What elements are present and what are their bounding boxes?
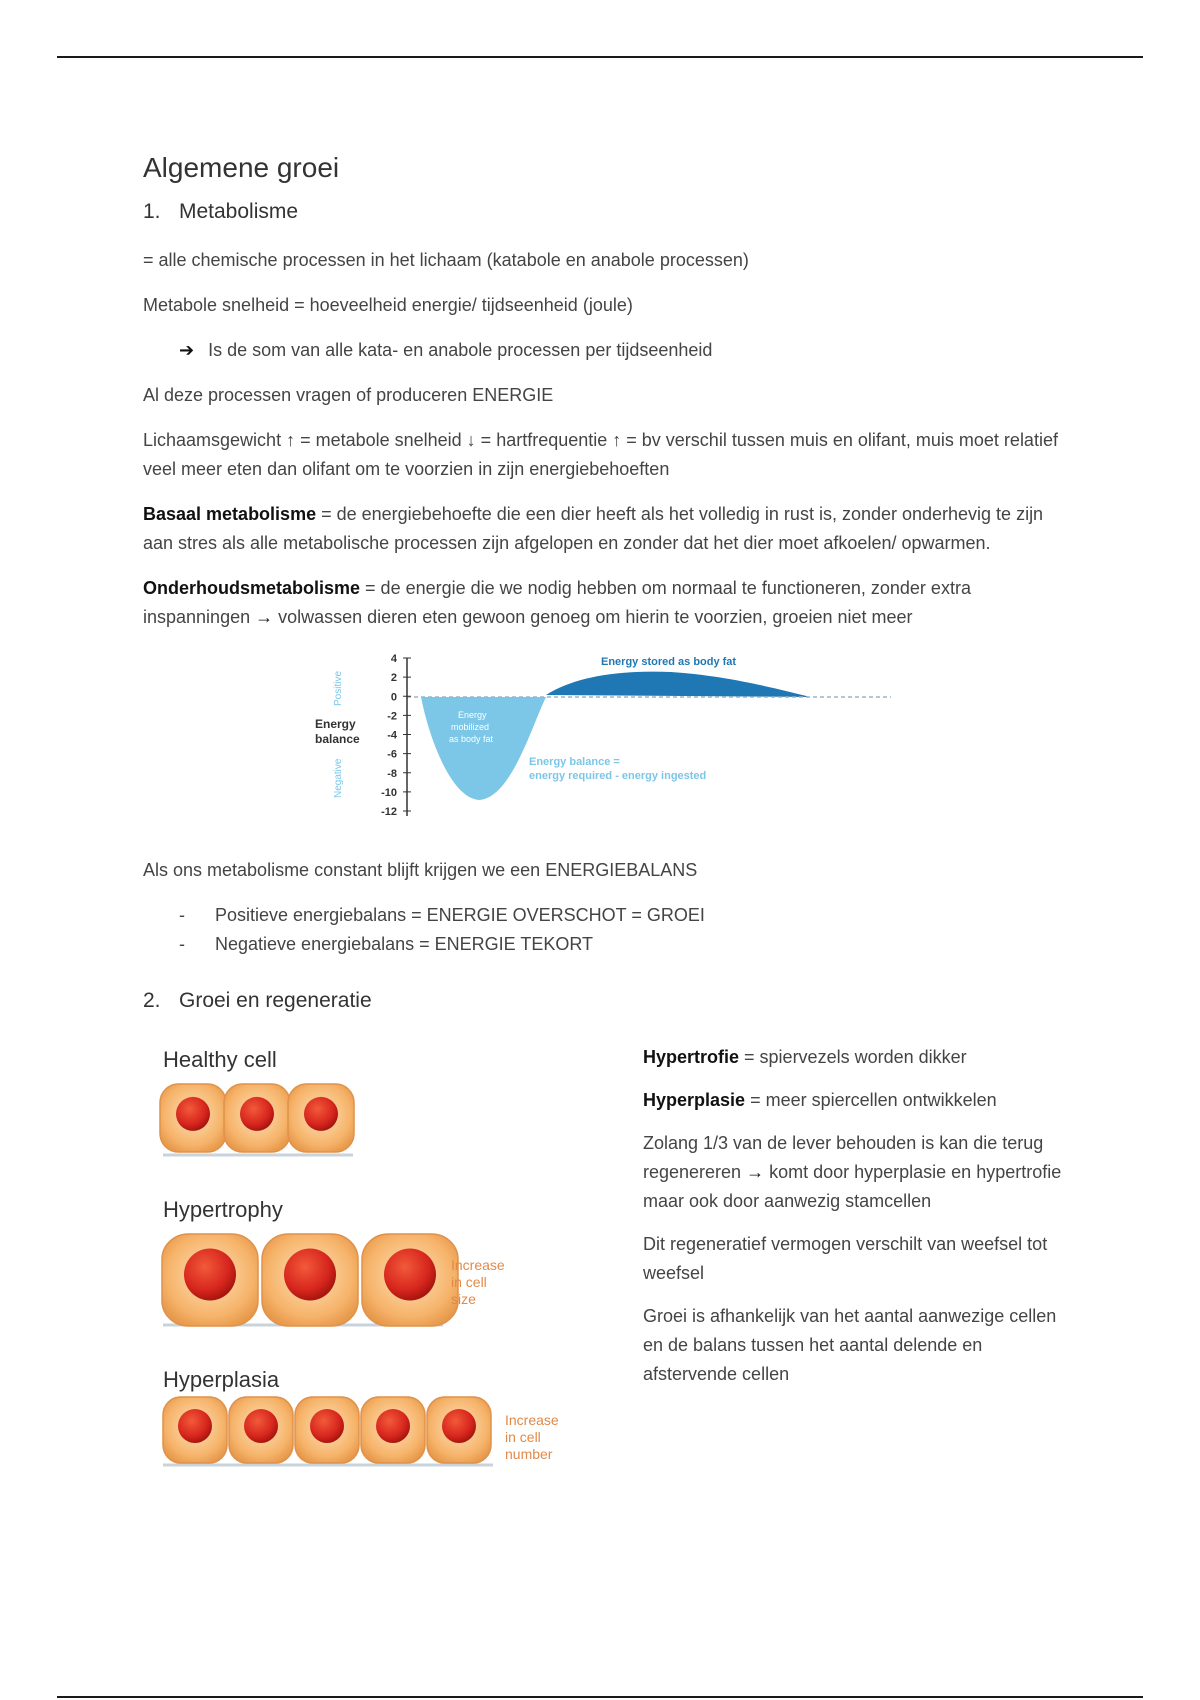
- maintenance-term: Onderhoudsmetabolisme: [143, 578, 361, 598]
- ylabel-negative: Negative: [333, 758, 344, 798]
- energy-balance-chart-container: [143, 648, 1063, 838]
- note-number-2: in cell: [505, 1429, 541, 1445]
- basal-term: Basaal metabolisme: [143, 504, 317, 524]
- basal-text: = de energiebehoefte die een dier heeft als het volledig in rust is, zonder onderhevig te zijn aan stres als alle metabolische processen zijn afgelopen en zonder dat het dier moet afkoelen/ opwarmen.: [143, 504, 1044, 553]
- cell-growth-figure: [143, 1035, 623, 1495]
- hyperplasie-term: Hyperplasie: [643, 1090, 746, 1110]
- liver-text-2: komt door hyperplasie en hypertrofie maar ook door aanwezig stamcellen: [643, 1162, 1062, 1211]
- maintenance-arrow-icon: →: [255, 607, 274, 627]
- definition-paragraph: = alle chemische processen in het lichaam (katabole en anabole processen): [143, 250, 749, 270]
- liver-text-1: Zolang 1/3 van de lever behouden is kan die terug regenereren: [643, 1133, 1044, 1182]
- arrow-icon: ➔: [179, 340, 195, 360]
- annotation-stored: Energy stored as body fat: [601, 656, 737, 668]
- balance-list: [143, 901, 1063, 959]
- note-size-2: in cell: [451, 1274, 487, 1290]
- growth-text-column: [643, 1043, 1073, 1403]
- hypertrofie-text: = spiervezels worden dikker: [739, 1047, 967, 1067]
- cell-nucleus: [384, 1248, 436, 1300]
- list-item: - Positieve energiebalans = ENERGIE OVERSCHOT = GROEI: [143, 901, 1063, 930]
- cell-nucleus: [244, 1409, 278, 1443]
- weight-paragraph: Lichaamsgewicht ↑ = metabole snelheid ↓ = hartfrequentie ↑ = bv verschil tussen muis en olifant, muis moet relatief veel meer eten dan olifant om te voorzien in zijn energiebehoeften: [143, 430, 1058, 479]
- cell-nucleus: [240, 1097, 274, 1131]
- hypertrofie-term: Hypertrofie: [643, 1047, 740, 1067]
- cell-nucleus: [178, 1409, 212, 1443]
- regeneration-paragraph: Dit regeneratief vermogen verschilt van weefsel tot weefsel: [643, 1234, 1048, 1283]
- cell-nucleus: [376, 1409, 410, 1443]
- growth-paragraph: Groei is afhankelijk van het aantal aanwezige cellen en de balans tussen het aantal delende en afstervende cellen: [643, 1306, 1057, 1384]
- hypertrophy-cells-row: [162, 1234, 458, 1326]
- y-tick-label: -2: [387, 710, 397, 723]
- speed-paragraph: Metabole snelheid = hoeveelheid energie/ tijdseenheid (joule): [143, 295, 633, 315]
- annotation-mobilized-1: Energy: [458, 710, 487, 720]
- y-tick-label: 0: [390, 691, 397, 704]
- maintenance-paragraph: [143, 574, 1063, 632]
- cell-nucleus: [176, 1097, 210, 1131]
- page-title: Algemene groei: [143, 152, 340, 183]
- ylabel-line-1: Energy: [315, 717, 356, 731]
- list-item: - Negatieve energiebalans = ENERGIE TEKORT: [143, 930, 1063, 959]
- y-tick-label: -10: [381, 786, 397, 799]
- section-1-heading: [143, 200, 1063, 224]
- energy-paragraph: Al deze processen vragen of produceren ENERGIE: [143, 385, 554, 405]
- annotation-balance-2: energy required - energy ingested: [529, 770, 707, 782]
- balance-paragraph: Als ons metabolisme constant blijft krijgen we een ENERGIEBALANS: [143, 860, 698, 880]
- section-2-number: 2.: [143, 989, 161, 1012]
- ylabel-line-2: balance: [315, 732, 360, 746]
- section-1-title: Metabolisme: [179, 200, 299, 223]
- hyperplasie-paragraph: [643, 1086, 1073, 1115]
- label-healthy: Healthy cell: [163, 1047, 277, 1072]
- arrow-text: Is de som van alle kata- en anabole processen per tijdseenheid: [208, 340, 713, 360]
- annotation-mobilized-3: as body fat: [449, 734, 494, 744]
- section-2-title: Groei en regeneratie: [179, 989, 372, 1012]
- note-size-1: Increase: [451, 1257, 505, 1273]
- liver-arrow-icon: →: [746, 1162, 765, 1182]
- liver-paragraph: [643, 1129, 1073, 1216]
- healthy-cells-row: [160, 1084, 354, 1155]
- y-tick-label: 4: [390, 653, 397, 665]
- annotation-mobilized-2: mobilized: [451, 722, 490, 732]
- cell-nucleus: [442, 1409, 476, 1443]
- y-tick-label: 2: [390, 672, 397, 685]
- note-size-3: size: [451, 1291, 476, 1307]
- y-tick-label: -8: [387, 767, 397, 780]
- maintenance-text-2: volwassen dieren eten gewoon genoeg om hierin te voorzien, groeien niet meer: [273, 607, 913, 627]
- arrow-paragraph: [143, 336, 1063, 365]
- hyperplasie-text: = meer spiercellen ontwikkelen: [745, 1090, 997, 1110]
- y-tick-label: -4: [387, 729, 397, 742]
- y-tick-label: -12: [381, 806, 397, 818]
- maintenance-text-1: = de energie die we nodig hebben om normaal te functioneren, zonder extra inspanningen: [143, 578, 971, 627]
- cell-nucleus: [284, 1248, 336, 1300]
- section-1-number: 1.: [143, 200, 161, 223]
- cell-nucleus: [184, 1248, 236, 1300]
- energy-balance-chart: [311, 648, 891, 828]
- annotation-balance-1: Energy balance =: [529, 756, 620, 768]
- y-tick-label: -6: [387, 748, 397, 761]
- label-hyperplasia: Hyperplasia: [163, 1367, 280, 1392]
- top-rule: [57, 56, 1143, 58]
- positive-area: [546, 672, 811, 697]
- hyperplasia-cells-row: [163, 1397, 493, 1465]
- section-2-heading: [143, 989, 1063, 1013]
- note-number-3: number: [505, 1446, 553, 1462]
- bottom-rule: [57, 1696, 1143, 1698]
- cell-nucleus: [304, 1097, 338, 1131]
- cell-nucleus: [310, 1409, 344, 1443]
- note-number-1: Increase: [505, 1412, 559, 1428]
- ylabel-positive: Positive: [333, 670, 344, 706]
- hypertrofie-paragraph: [643, 1043, 1073, 1072]
- label-hypertrophy: Hypertrophy: [163, 1197, 283, 1222]
- growth-section: [143, 1035, 1063, 1505]
- document-body: [143, 140, 1063, 1505]
- basal-paragraph: [143, 500, 1063, 558]
